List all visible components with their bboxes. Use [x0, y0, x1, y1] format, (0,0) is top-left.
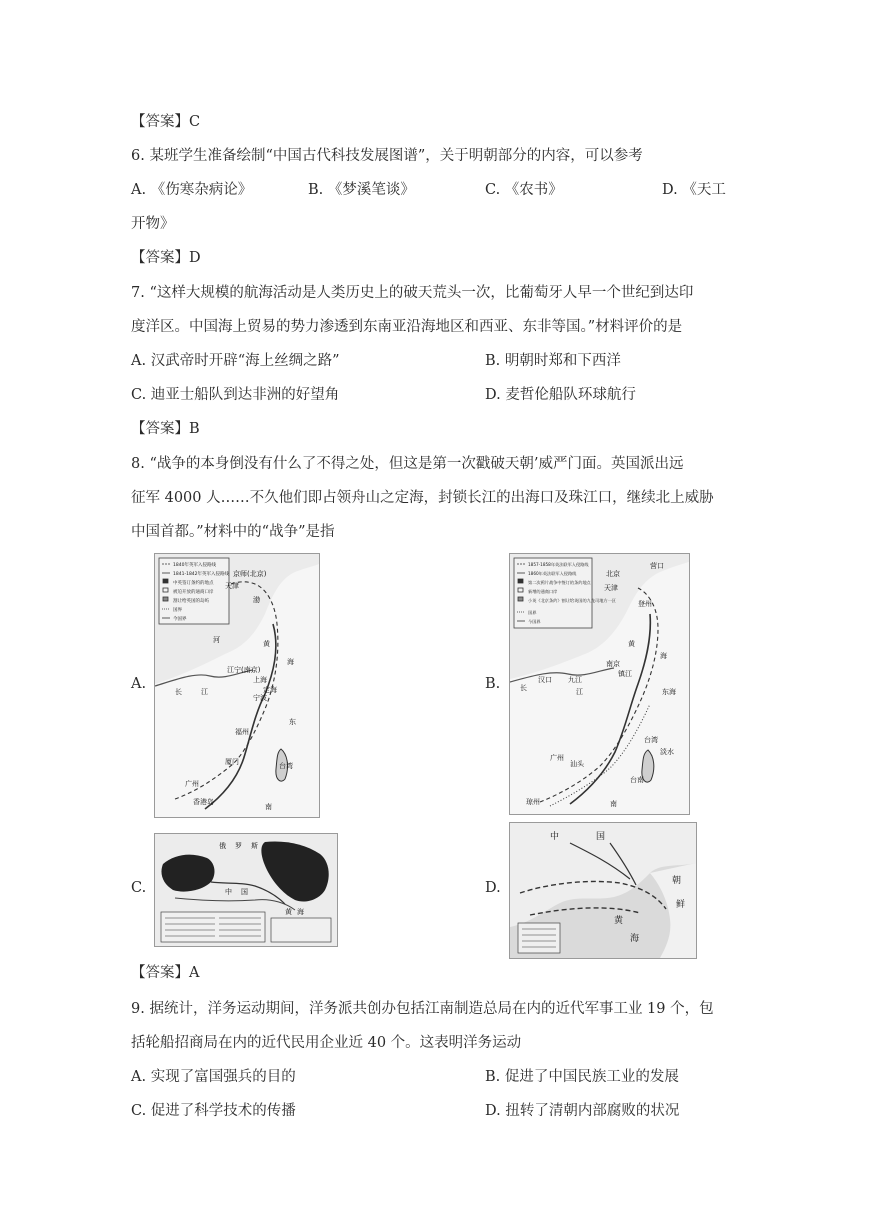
map-a-place: 黄 — [263, 640, 270, 648]
map-a-legend-1: 1840年英军入侵路线 — [173, 563, 216, 568]
answer-label: 【答案】A — [131, 965, 200, 981]
question-8-stem-line1: 8. “战争的本身倒没有什么了不得之处，但这是第一次戳破天朝’威严门面。英国派出远 — [131, 456, 684, 472]
q8-option-d-label: D. — [485, 880, 501, 896]
map-b-place: 台南 — [630, 776, 644, 784]
map-a-place: 福州 — [235, 728, 249, 736]
map-c-place: 黄 — [285, 908, 292, 916]
question-7-stem-line2: 度洋区。中国海上贸易的势力渗透到东南亚沿海地区和西亚、东非等国。”材料评价的是 — [131, 319, 683, 335]
map-b-place: 黄 — [628, 640, 635, 648]
map-a-place: 上海 — [253, 676, 267, 684]
map-b-legend-6: 国界 — [528, 610, 537, 615]
map-a-place: 厦门 — [225, 758, 239, 766]
map-a-place: 香港岛 — [193, 798, 214, 806]
q6-option-b: B. 《梦溪笔谈》 — [308, 182, 415, 198]
q8-option-a-label: A. — [131, 676, 147, 692]
question-6-stem: 6. 某班学生准备绘制“中国古代科技发展图谱”，关于明朝部分的内容，可以参考 — [131, 148, 643, 164]
q8-option-b-label: B. — [485, 676, 501, 692]
map-d-place: 鲜 — [676, 900, 686, 910]
map-b-place: 江 — [576, 688, 583, 696]
map-c-place: 海 — [297, 908, 304, 916]
map-a-image — [154, 553, 320, 818]
map-a-place: 长 — [175, 688, 182, 696]
map-b-place: 登州 — [638, 600, 652, 608]
map-d-place: 中 — [550, 832, 560, 842]
map-b-place: 南 — [610, 800, 617, 808]
q6-option-d-cont: 开物》 — [131, 216, 175, 232]
map-a-place: 定海 — [263, 686, 277, 694]
map-b-place: 汕头 — [570, 760, 584, 768]
q7-option-b: B. 明朝时郑和下西洋 — [485, 353, 621, 369]
map-b-place: 汉口 — [538, 676, 552, 684]
map-b-place: 琼州 — [526, 798, 540, 806]
map-a-place: 海 — [287, 658, 294, 666]
q9-option-d: D. 扭转了清朝内部腐败的状况 — [485, 1103, 680, 1119]
map-b-place: 海 — [660, 652, 667, 660]
map-b-place: 北京 — [606, 570, 620, 578]
map-a-place: 台湾 — [279, 762, 293, 770]
map-a-legend-2: 1841-1842年英军入侵路线 — [173, 572, 230, 577]
map-b-legend-4: 新增的通商口岸 — [528, 589, 558, 594]
map-a-place: 南 — [265, 803, 272, 811]
map-d-place: 黄 — [614, 916, 624, 926]
question-8-stem-line2: 征军 4000 人……不久他们即占领舟山之定海，封锁长江的出海口及珠江口，继续北上威胁 — [131, 490, 714, 506]
map-a-legend-6: 国界 — [173, 608, 182, 613]
question-8-stem-line3: 中国首都。”材料中的“战争”是指 — [131, 524, 335, 540]
map-b-place: 台湾 — [644, 736, 658, 744]
map-a-legend-7: 今国界 — [173, 617, 187, 622]
map-b-legend-5: 小英《北京条约》割让给英国的九龙司地方一区 — [528, 598, 616, 603]
map-a-place: 东 — [289, 718, 296, 726]
q7-option-c: C. 迪亚士船队到达非洲的好望角 — [131, 387, 340, 403]
map-b-place: 天津 — [604, 584, 618, 592]
question-7-stem-line1: 7. “这样大规模的航海活动是人类历史上的破天荒头一次，比葡萄牙人早一个世纪到达印 — [131, 285, 694, 301]
q6-option-c: C. 《农书》 — [485, 182, 563, 198]
q9-option-b: B. 促进了中国民族工业的发展 — [485, 1069, 679, 1085]
map-c-place: 俄 — [219, 842, 226, 850]
map-a-legend-4: 被迫开放的通商口岸 — [173, 590, 214, 595]
map-b-legend-2: 1860年英法联军入侵路线 — [528, 571, 577, 576]
map-c-place: 罗 — [235, 842, 242, 850]
map-d-place: 国 — [596, 832, 606, 842]
map-b-place: 营口 — [650, 562, 664, 570]
map-d-image — [509, 822, 697, 959]
map-b-place: 南京 — [606, 660, 620, 668]
map-a-place: 江宁(南京) — [227, 666, 261, 674]
q8-option-c-label: C. — [131, 880, 147, 896]
map-b-legend-3: 第二次鸦片战争中签订的条约地点 — [528, 580, 591, 585]
map-d-place: 朝 — [672, 876, 682, 886]
map-c-place: 中 — [225, 888, 232, 896]
map-b-image — [509, 553, 690, 815]
q7-option-d: D. 麦哲伦船队环球航行 — [485, 387, 636, 403]
map-b-legend-7: 今国界 — [528, 619, 541, 624]
map-a-place: 宁波 — [253, 694, 267, 702]
map-a-place: 京师(北京) — [233, 570, 267, 578]
map-a-place: 江 — [201, 688, 208, 696]
map-a-place: 天津 — [225, 582, 239, 590]
map-a-place: 渤 — [253, 596, 260, 604]
q7-option-a: A. 汉武帝时开辟“海上丝绸之路” — [131, 353, 340, 369]
map-d-place: 海 — [630, 934, 640, 944]
answer-label: 【答案】B — [131, 421, 200, 437]
map-b-place: 九江 — [568, 676, 582, 684]
map-c-place: 国 — [241, 888, 248, 896]
question-9-stem-line2: 括轮船招商局在内的近代民用企业近 40 个。这表明洋务运动 — [131, 1035, 522, 1051]
map-a-legend-3: 中英签订条约的地点 — [173, 581, 214, 586]
map-b-place: 淡水 — [660, 748, 674, 756]
map-c-image — [154, 833, 338, 947]
map-b-legend-1: 1857-1858年英法联军入侵路线 — [528, 562, 589, 567]
map-b-place: 东海 — [662, 688, 676, 696]
map-c-place: 斯 — [251, 842, 258, 850]
map-b-place: 镇江 — [618, 670, 632, 678]
map-b-place: 广州 — [550, 754, 564, 762]
q6-option-a: A. 《伤寒杂病论》 — [131, 182, 253, 198]
map-a-legend-5: 割让给英国的岛屿 — [173, 599, 209, 604]
map-a-place: 广州 — [185, 780, 199, 788]
answer-label: 【答案】D — [131, 250, 201, 266]
q9-option-c: C. 促进了科学技术的传播 — [131, 1103, 296, 1119]
q9-option-a: A. 实现了富国强兵的目的 — [131, 1069, 296, 1085]
q6-option-d: D. 《天工 — [662, 182, 726, 198]
answer-label: 【答案】C — [131, 114, 201, 130]
map-b-place: 长 — [520, 684, 527, 692]
map-a-place: 河 — [213, 636, 220, 644]
question-9-stem-line1: 9. 据统计，洋务运动期间，洋务派共创办包括江南制造总局在内的近代军事工业 19 个，包 — [131, 1001, 714, 1017]
